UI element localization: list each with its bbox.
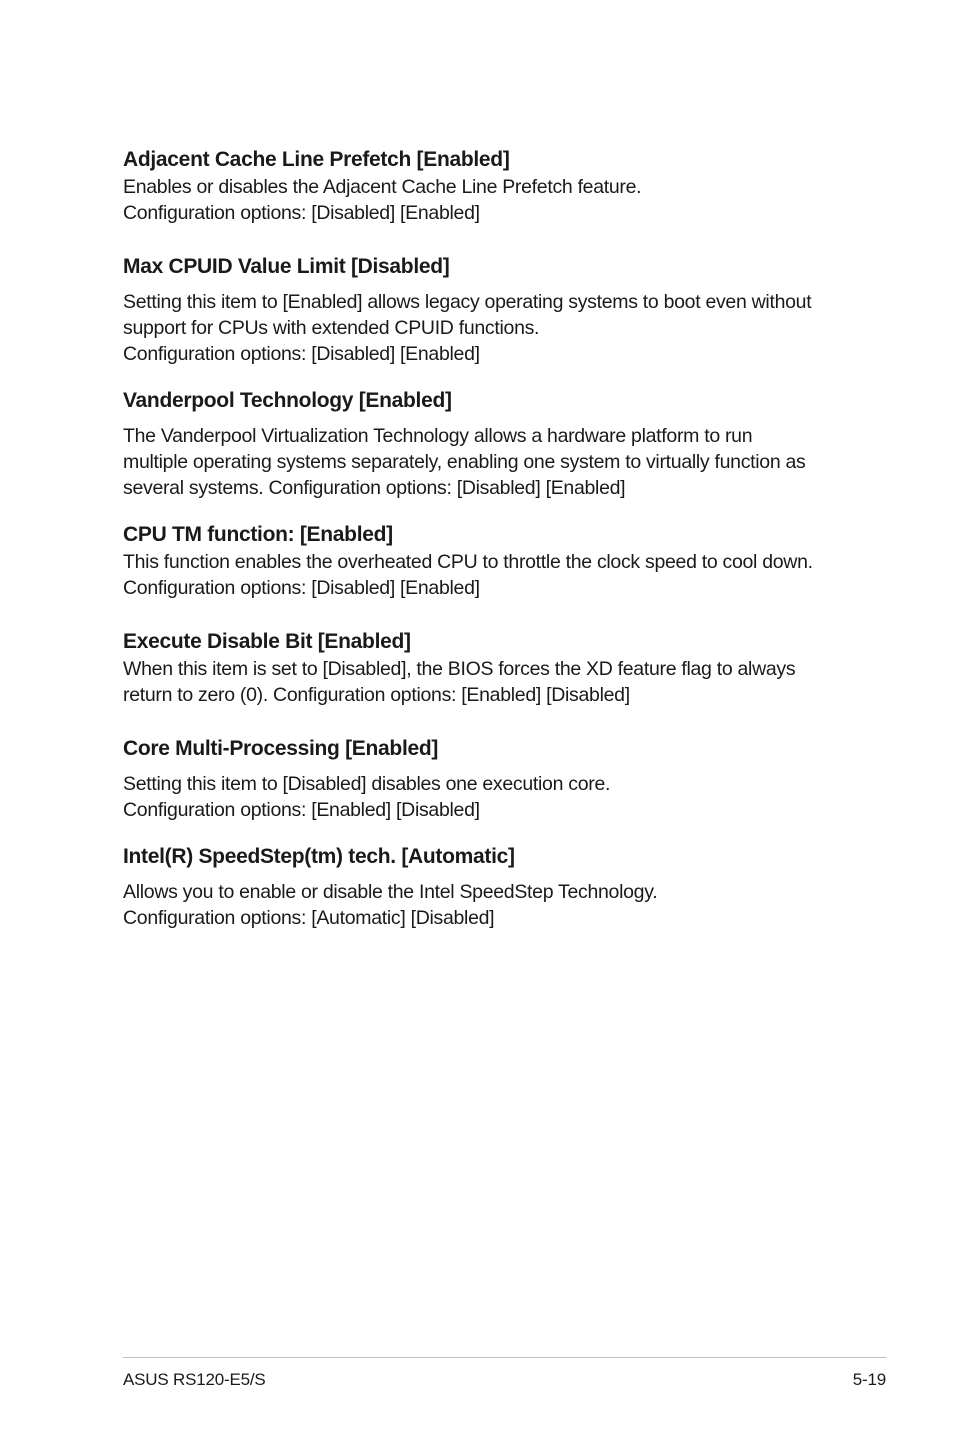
- section-line: Configuration options: [Disabled] [Enabled]: [123, 577, 480, 599]
- section-line: multiple operating systems separately, enabling one system to virtually function as: [123, 451, 806, 473]
- section-line: return to zero (0). Configuration options: [Enabled] [Disabled]: [123, 684, 630, 706]
- section-heading: Adjacent Cache Line Prefetch [Enabled]: [123, 148, 510, 171]
- section-heading: Execute Disable Bit [Enabled]: [123, 630, 411, 653]
- section-line: Configuration options: [Disabled] [Enabled]: [123, 202, 480, 224]
- section-max-cpuid-value-limit: [123, 253, 843, 367]
- section-line: Enables or disables the Adjacent Cache Line Prefetch feature.: [123, 176, 642, 198]
- page-content: [123, 146, 843, 931]
- section-line: Configuration options: [Enabled] [Disabled]: [123, 799, 480, 821]
- section-heading: Intel(R) SpeedStep(tm) tech. [Automatic]: [123, 845, 515, 868]
- section-line: support for CPUs with extended CPUID functions.: [123, 317, 540, 339]
- section-heading: Vanderpool Technology [Enabled]: [123, 389, 452, 412]
- section-line: several systems. Configuration options: [Disabled] [Enabled]: [123, 477, 626, 499]
- section-execute-disable-bit: [123, 628, 843, 708]
- section-line: Configuration options: [Disabled] [Enabled]: [123, 343, 480, 365]
- section-line: Setting this item to [Disabled] disables one execution core.: [123, 773, 611, 795]
- section-line: When this item is set to [Disabled], the BIOS forces the XD feature flag to always: [123, 658, 796, 680]
- footer-divider: [123, 1357, 886, 1358]
- section-line: Configuration options: [Automatic] [Disabled]: [123, 907, 495, 929]
- section-line: The Vanderpool Virtualization Technology allows a hardware platform to run: [123, 425, 753, 447]
- section-line: Setting this item to [Enabled] allows legacy operating systems to boot even without: [123, 291, 812, 313]
- section-line: Allows you to enable or disable the Intel SpeedStep Technology.: [123, 881, 658, 903]
- section-cpu-tm-function: [123, 521, 843, 601]
- section-heading: Max CPUID Value Limit [Disabled]: [123, 255, 450, 278]
- section-heading: Core Multi-Processing [Enabled]: [123, 737, 439, 760]
- footer-product-name: ASUS RS120-E5/S: [123, 1370, 266, 1389]
- section-line: This function enables the overheated CPU to throttle the clock speed to cool down.: [123, 551, 813, 573]
- section-heading: CPU TM function: [Enabled]: [123, 523, 393, 546]
- section-adjacent-cache-line-prefetch: [123, 146, 843, 226]
- section-intel-speedstep: [123, 843, 843, 931]
- footer-page-number: 5-19: [852, 1370, 886, 1389]
- section-core-multi-processing: [123, 735, 843, 823]
- section-vanderpool-technology: [123, 387, 843, 501]
